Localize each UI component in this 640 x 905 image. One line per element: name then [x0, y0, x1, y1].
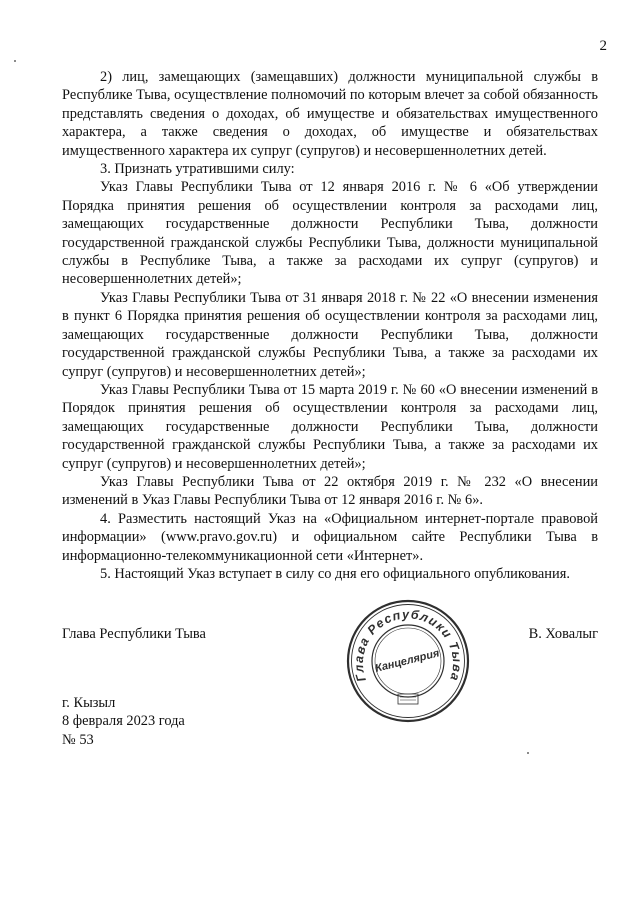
scan-speck	[527, 752, 529, 754]
scan-speck	[14, 60, 16, 62]
signature-block	[62, 626, 598, 646]
paragraph-decree-2019-232: Указ Главы Республики Тыва от 22 октября 2019 г. № 232 «О внесении изменений в Указ Главы Республики Тыва от 12 января 2016 г. № 6».	[62, 473, 598, 509]
document-footer	[62, 694, 185, 749]
page-number: 2	[599, 38, 607, 54]
official-seal-stamp	[345, 598, 471, 724]
stamp-center-text: Канцелярия	[373, 647, 441, 675]
paragraph-item-2: 2) лиц, замещающих (замещавших) должности муниципальной службы в Республике Тыва, осуществление полномочий по которым влечет за собой обязанность представлять сведения о доходах, об имуществе и обязательствах имущественного характера, а также сведения о доходах, об имуществе и обязательствах имущественного характера их супруг (супругов) и несовершеннолетних детей.	[62, 69, 598, 159]
paragraph-item-5: 5. Настоящий Указ вступает в силу со дня его официального опубликования.	[100, 565, 570, 582]
svg-text:Глава Республики Тыва	[352, 607, 464, 683]
paragraph-decree-2016-6: Указ Главы Республики Тыва от 12 января 2016 г. № 6 «Об утверждении Порядка принятия решения об осуществлении контроля за расходами лиц, замещающих государственные должности Республики Тыва, должности государственной гражданской службы Республики Тыва, должности муниципальной службы в Республике Тыва, а также за расходами их супруг (супругов) и несовершеннолетних детей»;	[62, 179, 598, 288]
paragraph-item-3: 3. Признать утратившими силу:	[100, 161, 295, 178]
paragraph-decree-2018-22: Указ Главы Республики Тыва от 31 января 2018 г. № 22 «О внесении изменения в пункт 6 Порядка принятия решения об осуществлении контроля за расходами лиц, замещающих государственные должности Республики Тыва, должности государственной гражданской службы Республики Тыва, а также за расходами их супруг (супругов) и несовершеннолетних детей»;	[62, 289, 598, 380]
paragraph-item-4: 4. Разместить настоящий Указ на «Официальном интернет-портале правовой информации» (www.pravo.gov.ru) и официальном сайте Республики Тыва в информационно-телекоммуникационной сети «Интернет».	[62, 510, 598, 564]
decree-number: № 53	[62, 731, 94, 748]
document-body	[62, 68, 598, 583]
signatory-name: В. Ховалыг	[528, 626, 598, 642]
signatory-title: Глава Республики Тыва	[62, 626, 206, 642]
issue-date: 8 февраля 2023 года	[62, 713, 185, 730]
paragraph-decree-2019-60: Указ Главы Республики Тыва от 15 марта 2019 г. № 60 «О внесении изменений в Порядок принятия решения об осуществлении контроля за расходами лиц, замещающих государственные должности Республики Тыва, должности государственной гражданской службы Республики Тыва, а также за расходами их супруг (супругов) и несовершеннолетних детей»;	[62, 381, 598, 472]
issue-city: г. Кызыл	[62, 695, 116, 711]
stamp-ring-text: Глава Республики Тыва	[351, 607, 465, 684]
